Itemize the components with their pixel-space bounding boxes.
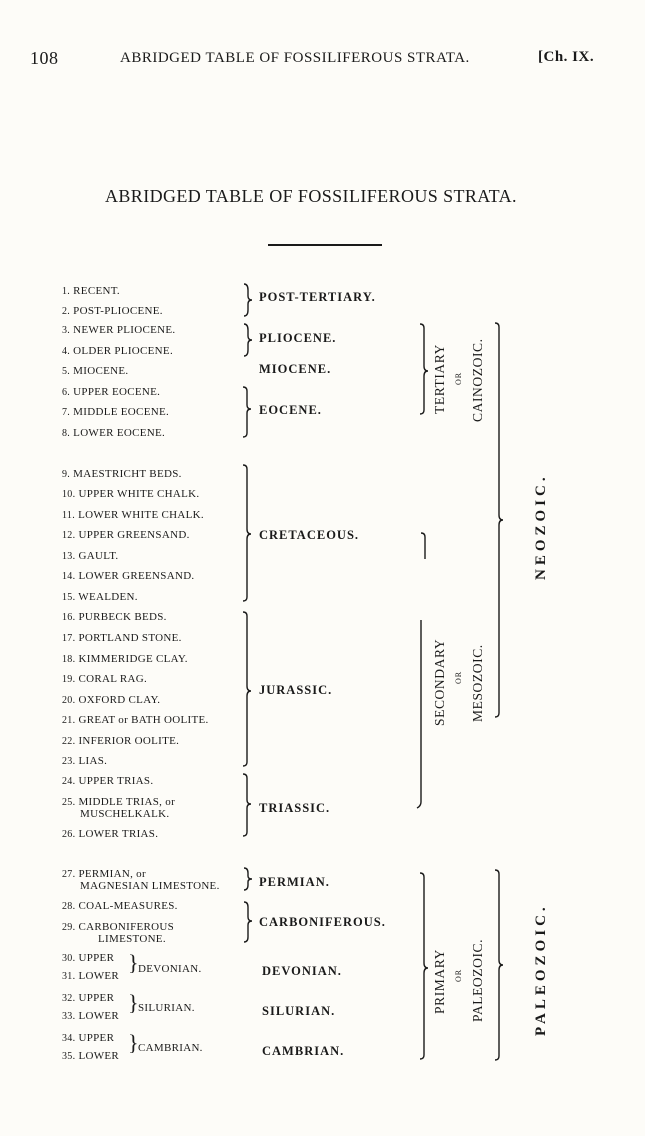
- period-triassic: TRIASSIC.: [259, 801, 331, 815]
- era-tertiary: TERTIARY: [432, 344, 447, 414]
- period-cretaceous: CRETACEOUS.: [259, 528, 360, 542]
- era-tertiary-or: OR: [454, 371, 463, 385]
- stratum-5: 5. MIOCENE.: [62, 365, 129, 377]
- era-secondary: SECONDARY: [432, 638, 447, 726]
- brace-permian: [244, 868, 252, 890]
- cambrian-sub-label: CAMBRIAN.: [138, 1042, 203, 1054]
- stratum-14: 14. LOWER GREENSAND.: [62, 570, 195, 582]
- brace-carboniferous: [244, 902, 252, 942]
- page-number: 108: [30, 48, 59, 68]
- brace-post-tertiary: [244, 284, 252, 316]
- stratum-22: 22. INFERIOR OOLITE.: [62, 735, 180, 747]
- stratum-30: 30. UPPER: [62, 952, 115, 964]
- period-post-tertiary: POST-TERTIARY.: [259, 290, 376, 304]
- stratum-24: 24. UPPER TRIAS.: [62, 775, 154, 787]
- stratum-27: 27. PERMIAN, or: [62, 868, 146, 880]
- stratum-1: 1. RECENT.: [62, 285, 120, 297]
- stratum-20: 20. OXFORD CLAY.: [62, 694, 161, 706]
- bracket-neozoic: [495, 323, 503, 717]
- stratum-17: 17. PORTLAND STONE.: [62, 632, 182, 644]
- stratum-26: 26. LOWER TRIAS.: [62, 828, 159, 840]
- period-jurassic: JURASSIC.: [259, 683, 333, 697]
- stratum-29-line2: LIMESTONE.: [98, 933, 166, 945]
- stratum-11: 11. LOWER WHITE CHALK.: [62, 509, 204, 521]
- stratum-2: 2. POST-PLIOCENE.: [62, 305, 163, 317]
- stratum-29: 29. CARBONIFEROUS: [62, 921, 175, 933]
- stratum-28: 28. COAL-MEASURES.: [62, 900, 178, 912]
- period-devonian: DEVONIAN.: [262, 964, 342, 978]
- chapter-reference: [Ch. IX.: [538, 49, 595, 65]
- stratum-7: 7. MIDDLE EOCENE.: [62, 406, 170, 418]
- silurian-sub-label: SILURIAN.: [138, 1002, 195, 1014]
- era-primary: PRIMARY: [432, 949, 447, 1014]
- brace-cambrian: }: [128, 1030, 139, 1055]
- period-carboniferous: CARBONIFEROUS.: [259, 915, 386, 929]
- stratum-31: 31. LOWER: [62, 970, 120, 982]
- brace-cretaceous: [243, 465, 251, 601]
- bracket-primary: [420, 873, 428, 1059]
- stratum-33: 33. LOWER: [62, 1010, 120, 1022]
- stratum-18: 18. KIMMERIDGE CLAY.: [62, 653, 188, 665]
- period-permian: PERMIAN.: [259, 875, 330, 889]
- brace-silurian: }: [128, 990, 139, 1015]
- stratum-9: 9. MAESTRICHT BEDS.: [62, 468, 182, 480]
- stratum-3: 3. NEWER PLIOCENE.: [62, 324, 176, 336]
- devonian-sub-label: DEVONIAN.: [138, 963, 202, 975]
- table-title: ABRIDGED TABLE OF FOSSILIFEROUS STRATA.: [105, 186, 517, 206]
- stratum-16: 16. PURBECK BEDS.: [62, 611, 167, 623]
- era-cainozoic: CAINOZOIC.: [470, 338, 485, 422]
- brace-jurassic: [243, 612, 251, 766]
- stratum-10: 10. UPPER WHITE CHALK.: [62, 488, 200, 500]
- era-primary-or: OR: [454, 968, 463, 982]
- stratum-4: 4. OLDER PLIOCENE.: [62, 345, 173, 357]
- period-pliocene: PLIOCENE.: [259, 331, 337, 345]
- period-miocene: MIOCENE.: [259, 362, 332, 376]
- era-secondary-or: OR: [454, 670, 463, 684]
- bracket-paleozoic: [495, 870, 503, 1060]
- stratum-12: 12. UPPER GREENSAND.: [62, 529, 190, 541]
- running-title: ABRIDGED TABLE OF FOSSILIFEROUS STRATA.: [120, 50, 470, 66]
- bracket-tertiary: [420, 324, 428, 414]
- brace-triassic: [243, 774, 251, 836]
- brace-eocene: [243, 387, 251, 437]
- stratum-15: 15. WEALDEN.: [62, 591, 138, 603]
- stratum-21: 21. GREAT or BATH OOLITE.: [62, 714, 209, 726]
- stratum-27-line2: MAGNESIAN LIMESTONE.: [80, 880, 220, 892]
- bracket-secondary-upper: [421, 533, 425, 559]
- division-paleozoic: PALEOZOIC.: [533, 903, 549, 1036]
- era-paleozoic: PALEOZOIC.: [470, 938, 485, 1022]
- period-silurian: SILURIAN.: [262, 1004, 336, 1018]
- period-eocene: EOCENE.: [259, 403, 322, 417]
- stratum-25-line2: MUSCHELKALK.: [80, 808, 170, 820]
- stratum-35: 35. LOWER: [62, 1050, 120, 1062]
- stratum-23: 23. LIAS.: [62, 755, 108, 767]
- brace-pliocene: [244, 324, 252, 356]
- stratum-19: 19. CORAL RAG.: [62, 673, 148, 685]
- period-cambrian: CAMBRIAN.: [262, 1044, 345, 1058]
- division-neozoic: NEOZOIC.: [533, 473, 549, 580]
- bracket-secondary-lower: [417, 620, 421, 808]
- era-mesozoic: MESOZOIC.: [470, 644, 485, 722]
- stratum-8: 8. LOWER EOCENE.: [62, 427, 166, 439]
- brace-devonian: }: [128, 950, 139, 975]
- stratum-25: 25. MIDDLE TRIAS, or: [62, 796, 176, 808]
- stratum-34: 34. UPPER: [62, 1032, 115, 1044]
- stratum-32: 32. UPPER: [62, 992, 115, 1004]
- stratum-6: 6. UPPER EOCENE.: [62, 386, 161, 398]
- stratum-13: 13. GAULT.: [62, 550, 119, 562]
